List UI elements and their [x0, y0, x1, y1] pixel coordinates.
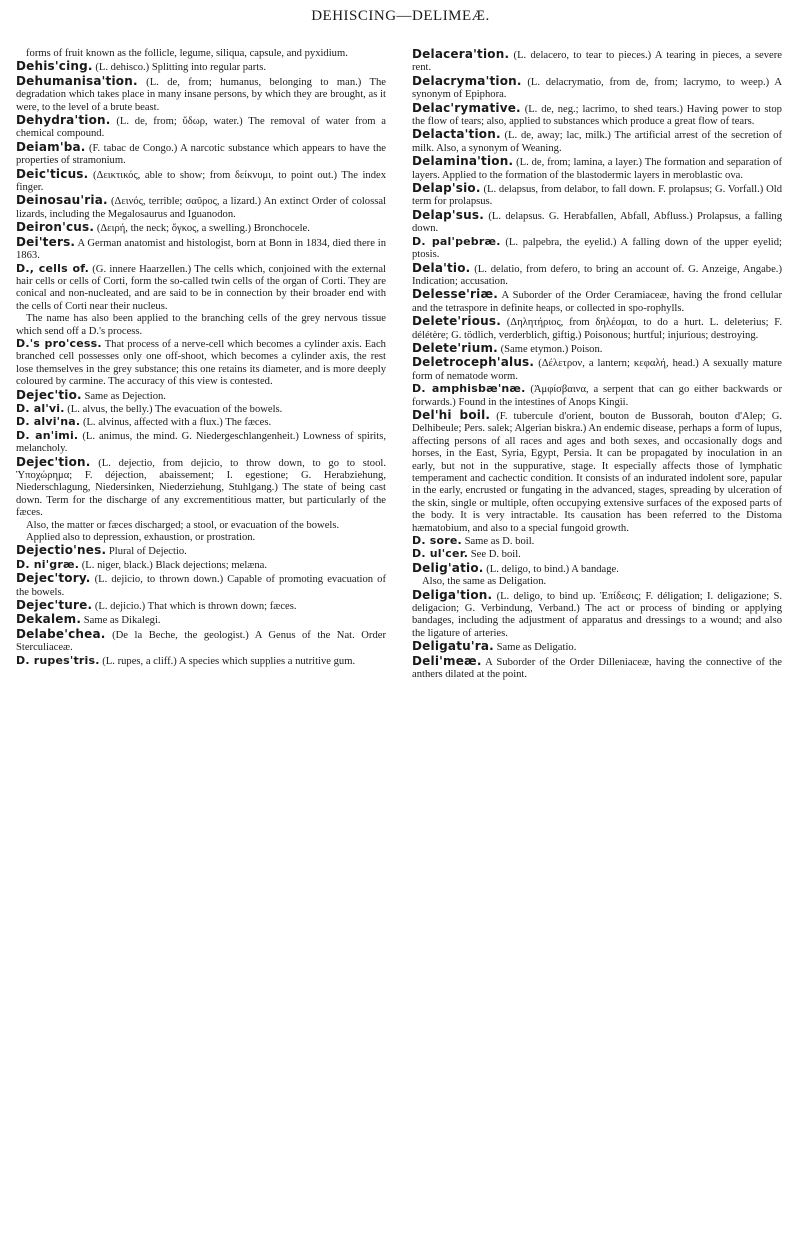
entry-headword: Deic'ticus. — [16, 166, 89, 181]
entry-definition: (L. alvinus, affected with a flux.) The fæces. — [82, 417, 272, 429]
entry-headword: Delacta'tion. — [412, 127, 501, 142]
entry-definition: (L. delacrymatio, from de, from; lacrymo, to weep.) A synonym of Epiphora. — [412, 76, 782, 101]
entry-headword: Delig'atio. — [412, 560, 484, 575]
entry-headword: Del'hi boil. — [412, 407, 491, 422]
entry-definition: (L. de, from; lamina, a layer.) The formation and separation of layers. Applied to the formation of the blastodermic layers in meroblastic ova. — [412, 157, 782, 181]
entry-headword: Delete'rium. — [412, 340, 498, 355]
dictionary-entry — [16, 60, 386, 74]
entry-definition: (L. dejectio, from dejicio, to throw down, to go to stool. Ὑποχώρημα; F. déjection, abaissement; I. egestione; G. Herabziehung, Niederschlagung, Niedersinken, Niederziehung, Stuhlgang.) The state of being cast down. Term for the discharge of any excrementitious matter, but particularly of the fæces. — [16, 457, 386, 519]
entry-headword: D. ni'græ. — [16, 557, 80, 571]
dictionary-entry — [16, 313, 386, 338]
dictionary-entry — [16, 544, 386, 558]
entry-definition: (L. delatio, from defero, to bring an account of. G. Anzeige, Angabe.) Indication; accusation. — [412, 263, 782, 287]
entry-definition: (G. innere Haarzellen.) The cells which, conjoined with the external hair cells or cells of Corti, form the so-called twin cells of the organ of Corti. They are conical and non-nucleated, and are said to be in connection by their broader end with the cells of Corti near their nucleus. — [16, 263, 386, 312]
dictionary-entry — [412, 182, 782, 209]
entry-definition: (L. rupes, a cliff.) A species which supplies a nutritive gum. — [102, 655, 356, 667]
dictionary-entry — [412, 409, 782, 535]
entry-definition: (Δειρή, the neck; ὄγκος, a swelling.) Bronchocele. — [96, 223, 310, 235]
entry-definition: (Δεινός, terrible; σαῦρος, a lizard.) An extinct Order of colossal lizards, including the Megalosaurus and Iguanodon. — [16, 196, 386, 220]
entry-definition: (F. tubercule d'orient, bouton de Bussorah, bouton d'Alep; G. Delhibeule; Pers. salek; Algerian biskra.) An endemic disease, perhaps a form of lupus, affecting persons of all races and ages and both sexes, and occasionally dogs and horses, in the East, Syria, Egypt, Persia. It can be propagated by inoculation in an early, but not in the suppurative, stage. It especially affects those of lymphatic temperament and cachectic condition. It consists of an indurated indolent sore, papular in the early, encrusted or fungating in the advanced, stages, spreading by ulceration of the skin, single or multiple, often occupying extensive surfaces of the exposed parts of the body. It is very intractable. Its causation has been referred to the Distoma hæmatobium, and also to a special fungoid growth. — [412, 410, 782, 534]
entry-headword: Dejec'ture. — [16, 598, 93, 613]
entry-headword: Delap'sio. — [412, 181, 481, 196]
dictionary-entry — [412, 342, 782, 356]
entry-definition: Same as D. boil. — [464, 536, 535, 548]
entry-headword: D. sore. — [412, 534, 462, 548]
entry-definition: (L. deligo, to bind up. Ἐπίδεσις; F. déligation; I. deligazione; S. deligacion; G. Verbindung, Verband.) The act or process of binding or applying bandages, including the adjustment of apparatus and dressings to a wound; and also the ligature of arteries. — [412, 590, 782, 639]
dictionary-entry — [16, 416, 386, 429]
dictionary-entry — [16, 655, 386, 668]
entry-headword: D. amphisbæ'næ. — [412, 382, 526, 396]
dictionary-entry — [412, 209, 782, 236]
entry-headword: Deinosau'ria. — [16, 193, 108, 208]
entry-headword: D., cells of. — [16, 261, 89, 275]
entry-headword: Dei'ters. — [16, 234, 76, 249]
entry-definition: Plural of Dejectio. — [108, 546, 187, 558]
entry-definition: (L. niger, black.) Black dejections; melæna. — [81, 559, 267, 571]
entry-definition: Same as Deligatio. — [496, 642, 577, 654]
dictionary-entry — [16, 403, 386, 416]
entry-definition: (Δέλετρον, a lantern; κεφαλή, head.) A sexually mature form of nematode worm. — [412, 358, 782, 382]
entry-headword: D. pal'pebræ. — [412, 234, 501, 248]
entry-headword: Dehis'cing. — [16, 59, 93, 74]
entry-headword: Deiron'cus. — [16, 220, 95, 235]
dictionary-entry — [16, 456, 386, 520]
dictionary-entry — [16, 263, 386, 314]
dictionary-entry — [16, 338, 386, 389]
dictionary-entry — [16, 221, 386, 235]
dictionary-entry — [412, 155, 782, 182]
entry-headword: Dejec'tion. — [16, 454, 91, 469]
dictionary-entry — [412, 315, 782, 342]
dictionary-entry — [412, 562, 782, 576]
entry-headword: Dehumanisa'tion. — [16, 73, 138, 88]
dictionary-entry — [412, 548, 782, 561]
entry-definition: (L. de, from; humanus, belonging to man.) The degradation which takes place in many insane persons, by which they are brought, as it were, to the level of a brute beast. — [16, 76, 386, 113]
entry-definition: (L. delapsus, from delabor, to fall down. F. prolapsus; G. Vorfall.) Old term for prolapsus. — [412, 184, 782, 208]
dictionary-entry — [16, 194, 386, 221]
right-column — [412, 48, 782, 682]
entry-definition: (Δηλητήριος, from δηλέομαι, to do a hurt. L. deleterius; F. délétère; G. tödlich, verderblich, giftig.) Poisonous; hurtful; injurious; destroying. — [412, 317, 782, 341]
dictionary-entry — [16, 572, 386, 599]
dictionary-entry — [16, 559, 386, 572]
dictionary-entry — [16, 628, 386, 655]
entry-headword: D. al'vi. — [16, 401, 65, 415]
dictionary-entry — [412, 383, 782, 409]
entry-headword: Dehydra'tion. — [16, 113, 111, 128]
dictionary-entry — [412, 102, 782, 129]
entry-definition: (L. animus, the mind. G. Niedergeschlangenheit.) Lowness of spirits, melancholy. — [16, 430, 387, 455]
entry-headword: Dejec'tio. — [16, 387, 82, 402]
dictionary-entry — [412, 589, 782, 641]
dictionary-entry — [412, 288, 782, 315]
dictionary-entry — [16, 389, 386, 403]
entry-headword: Delap'sus. — [412, 207, 484, 222]
entry-definition: forms of fruit known as the follicle, legume, siliqua, capsule, and pyxidium. — [26, 48, 348, 59]
entry-definition: That process of a nerve-cell which becomes a cylinder axis. Each branched cell possesses only one off-shoot, which becomes a cylinder axis, the rest lose themselves in the grey substance; this one retains its diameter, and is more deeply coloured by carmine. The accuracy of this view is contested. — [16, 338, 386, 388]
entry-headword: Delacryma'tion. — [412, 73, 522, 88]
entry-definition: (L. deligo, to bind.) A bandage. — [486, 563, 619, 575]
entry-headword: Delesse'riæ. — [412, 287, 499, 302]
running-head: DEHISCING—DELIMEÆ. — [311, 8, 490, 24]
entry-definition: (De la Beche, the geologist.) A Genus of the Nat. Order Sterculiaceæ. — [16, 629, 386, 654]
dictionary-entry — [16, 168, 386, 195]
entry-definition: (L. de, away; lac, milk.) The artificial arrest of the secretion of milk. Also, a synonym of Weaning. — [412, 130, 782, 154]
entry-headword: D. alvi'na. — [16, 415, 81, 429]
dictionary-entry — [16, 599, 386, 613]
entry-definition: Same as Dejection. — [84, 390, 166, 402]
entry-headword: Deli'meæ. — [412, 653, 482, 668]
entry-headword: Delete'rious. — [412, 314, 502, 329]
entry-headword: D.'s pro'cess. — [16, 336, 102, 350]
entry-definition: (L. delacero, to tear to pieces.) A tearing in pieces, a severe rent. — [412, 50, 782, 74]
entry-headword: Delamina'tion. — [412, 154, 514, 169]
entry-headword: Dejectio'nes. — [16, 543, 107, 558]
entry-definition: (L. dejicio, to thrown down.) Capable of promoting evacuation of the bowels. — [16, 574, 386, 598]
entry-definition: A German anatomist and histologist, born at Bonn in 1834, died there in 1863. — [16, 237, 386, 262]
entry-definition: Same as Dikalegi. — [83, 615, 161, 627]
entry-headword: Delabe'chea. — [16, 626, 106, 641]
entry-headword: Delac'rymative. — [412, 100, 521, 115]
entry-definition: A Suborder of the Order Dilleniaceæ, having the connective of the anthers dilated at the point. — [412, 656, 782, 681]
dictionary-entry — [412, 75, 782, 102]
entry-definition: (L. palpebra, the eyelid.) A falling down of the upper eyelid; ptosis. — [412, 236, 782, 261]
dictionary-entry — [412, 655, 782, 682]
entry-headword: Deliga'tion. — [412, 587, 493, 602]
entry-definition: (Ἀμφίσβαινα, a serpent that can go either backwards or forwards.) Found in the intestines of Anops Kingii. — [412, 384, 782, 408]
entry-definition: (L. dejicio.) That which is thrown down; fæces. — [94, 601, 297, 613]
entry-definition: (Same etymon.) Poison. — [500, 343, 603, 355]
entry-headword: Deletroceph'alus. — [412, 355, 535, 370]
entry-definition: (L. de, neg.; lacrimo, to shed tears.) Having power to stop the flow of tears; also, applied to substances which produce a great flow of tears. — [412, 103, 782, 128]
dictionary-entry — [412, 262, 782, 289]
dictionary-entry — [16, 141, 386, 168]
entry-definition: A Suborder of the Order Ceramiaceæ, having the frond cellular and the tetraspore in definite heaps, or collected in spo-rophylls. — [412, 290, 782, 314]
entry-definition: See D. boil. — [470, 549, 521, 561]
dictionary-entry — [412, 236, 782, 262]
dictionary-entry — [16, 430, 386, 456]
entry-headword: D. rupes'tris. — [16, 653, 100, 667]
entry-headword: Dejec'tory. — [16, 571, 91, 586]
dictionary-entry — [16, 114, 386, 141]
entry-headword: Deiam'ba. — [16, 139, 86, 154]
entry-definition: (Δεικτικός, able to show; from δείκνυμι, to point out.) The index finger. — [16, 169, 386, 194]
entry-definition: (L. dehisco.) Splitting into regular parts. — [95, 62, 267, 74]
entry-headword: D. an'imi. — [16, 428, 79, 442]
entry-headword: Dekalem. — [16, 612, 82, 627]
entry-headword: Dela'tio. — [412, 260, 471, 275]
dictionary-entry — [412, 535, 782, 548]
dictionary-entry — [16, 613, 386, 627]
entry-definition: (L. delapsus. G. Herabfallen, Abfall, Abfluss.) Prolapsus, a falling down. — [412, 210, 782, 235]
entry-headword: Deligatu'ra. — [412, 639, 494, 654]
left-column — [16, 48, 386, 668]
entry-definition: (F. tabac de Congo.) A narcotic substance which appears to have the properties of stramonium. — [16, 142, 386, 167]
dictionary-entry — [16, 520, 386, 532]
entry-definition: Applied also to depression, exhaustion, or prostration. — [26, 532, 256, 544]
entry-definition: Also, the matter or fæces discharged; a stool, or evacuation of the bowels. — [26, 519, 340, 531]
dictionary-entry — [412, 356, 782, 383]
entry-definition: The name has also been applied to the branching cells of the grey nervous tissue which send off a D.'s process. — [16, 313, 386, 337]
dictionary-entry — [16, 75, 386, 114]
dictionary-entry — [412, 48, 782, 75]
entry-headword: D. ul'cer. — [412, 547, 469, 561]
entry-definition: Also, the same as Deligation. — [422, 576, 547, 588]
dictionary-entry — [412, 128, 782, 155]
entry-headword: Delacera'tion. — [412, 47, 510, 61]
entry-definition: (L. de, from; ὕδωρ, water.) The removal of water from a chemical compound. — [16, 116, 386, 140]
dictionary-entry — [16, 236, 386, 263]
dictionary-entry — [412, 640, 782, 654]
entry-definition: (L. alvus, the belly.) The evacuation of the bowels. — [67, 403, 283, 415]
